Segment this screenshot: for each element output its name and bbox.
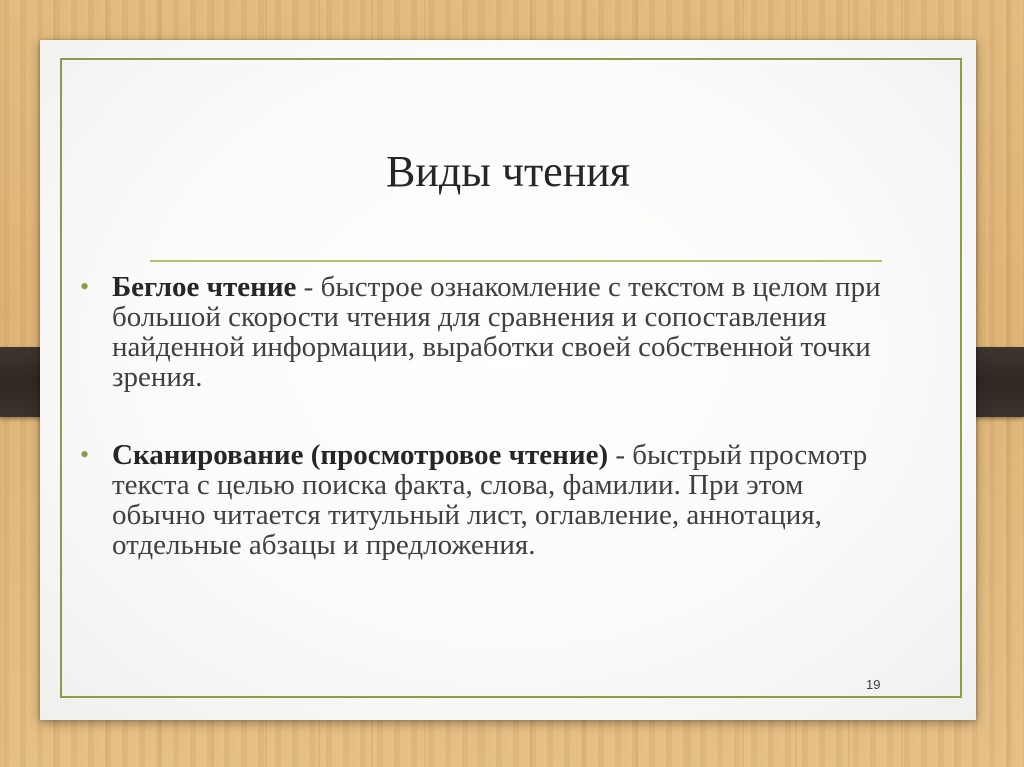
bullet-term: Сканирование (просмотровое чтение) xyxy=(112,439,609,471)
bullet-dot-icon: • xyxy=(80,272,90,301)
bullet-item-scanning xyxy=(78,440,898,560)
bullet-term: Беглое чтение xyxy=(112,271,297,303)
title-divider xyxy=(150,260,882,262)
bullet-item-skimming xyxy=(78,272,898,392)
page-number: 19 xyxy=(866,677,881,692)
bullet-text: - быстрый просмотр текста с целью поиска факта, слова, фамилии. При этом обычно читается титульный лист, оглавление, аннотация, отдельные абзацы и предложения. xyxy=(112,439,868,561)
bullet-text: - быстрое ознакомление с текстом в целом при большой скорости чтения для сравнения и сопоставления найденной информации, выработки своей собственной точки зрения. xyxy=(112,271,881,393)
slide-paper xyxy=(40,40,976,720)
bullet-dot-icon: • xyxy=(80,440,90,469)
bullet-list xyxy=(78,272,898,560)
slide-title: Виды чтения xyxy=(385,147,631,196)
